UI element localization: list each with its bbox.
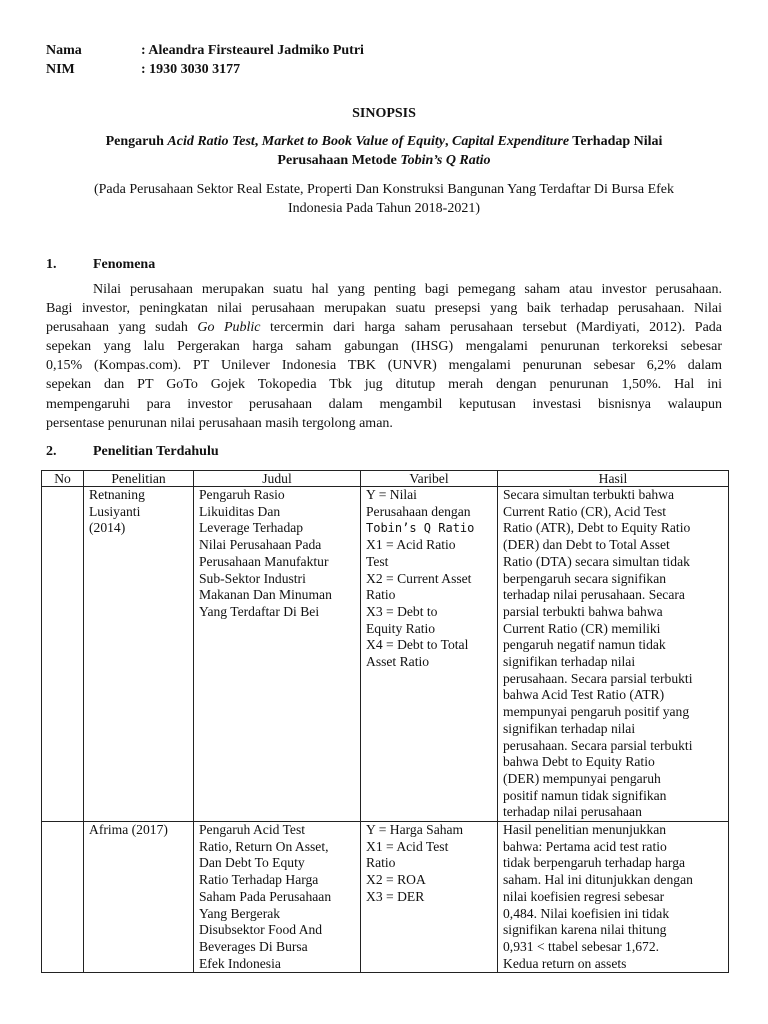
cell-line: Y = Harga Saham [366, 822, 464, 838]
cell-line: X3 = DER [366, 888, 425, 904]
paragraph-line: sepekan dan PT GoTo Gojek Tokopedia Tbk jug ditutup merah dengan penurunan 1,50%. Hal ini [46, 377, 722, 393]
cell-no [42, 822, 84, 973]
header-no: No [42, 471, 84, 487]
subtitle-line-2 [40, 153, 728, 169]
paragraph-line: Nilai perusahaan merupakan suatu hal yang penting bagi pemegang saham atau investor perusahaan. [93, 282, 722, 297]
paragraph-line: persentase penurunan nilai perusahaan masih tergolong aman. [46, 415, 393, 431]
cell-line: X1 = Acid Ratio [366, 537, 456, 553]
cell-line: Retnaning [89, 487, 145, 502]
cell-line: positif namun tidak signifikan [503, 787, 667, 803]
paragraph-line: 0,15% (Kompas.com). PT Unilever Indonesia TBK (UNVR) mengalami penurunan sebesar 6,2% dalam [46, 358, 722, 374]
cell-line: X1 = Acid Test [366, 838, 449, 854]
section-1-number: 1. [46, 257, 57, 272]
cell-line: Asset Ratio [366, 654, 430, 670]
section-2-number: 2. [46, 444, 57, 459]
section-1-title: Fenomena [93, 257, 156, 272]
cell-judul [194, 822, 361, 973]
cell-line: bahwa Acid Test Ratio (ATR) [503, 687, 665, 703]
research-table [41, 470, 729, 973]
cell-line: Pengaruh Rasio [199, 487, 285, 502]
table-header-row [42, 471, 729, 487]
cell-line: (2014) [89, 520, 126, 536]
context-line-2: Indonesia Pada Tahun 2018-2021) [287, 201, 480, 216]
cell-line: Hasil penelitian menunjukkan [503, 822, 667, 838]
cell-line: Perusahaan Manufaktur [199, 553, 329, 569]
cell-line: X2 = ROA [366, 872, 426, 888]
subtitle-italic: Market to Book Value of Equity [261, 134, 445, 149]
subtitle-italic: Tobin’s Q Ratio [400, 153, 491, 168]
subtitle-text: Perusahaan Metode [277, 153, 401, 168]
cell-line: terhadap nilai perusahaan. Secara [503, 587, 685, 603]
name-value: : Aleandra Firsteaurel Jadmiko Putri [141, 43, 364, 58]
cell-no [42, 487, 84, 822]
cell-line: Likuiditas Dan [199, 503, 281, 519]
cell-line: Ratio [366, 855, 396, 871]
paragraph-text: tercermin dari harga saham perusahaan tersebut (Mardiyati, 2012). Pada [260, 320, 723, 336]
cell-line: Sub-Sektor Industri [199, 570, 306, 586]
cell-line: Lusiyanti [89, 503, 141, 519]
cell-line: Perusahaan dengan [366, 503, 471, 519]
cell-variabel [361, 487, 498, 822]
cell-penelitian [84, 487, 194, 822]
nim-label: NIM [46, 62, 75, 77]
table-row [42, 822, 729, 973]
cell-line: Ratio (DTA) secara simultan tidak [503, 553, 690, 569]
cell-line: Ratio, Return On Asset, [199, 838, 329, 854]
cell-hasil [498, 487, 729, 822]
cell-line: saham. Hal ini ditunjukkan dengan [503, 872, 693, 888]
cell-line: Yang Terdaftar Di Bei [199, 603, 320, 619]
cell-line: signifikan karena nilai thitung [503, 922, 667, 938]
header-judul: Judul [194, 471, 361, 487]
header-hasil: Hasil [498, 471, 729, 487]
cell-line: Tobin’s Q Ratio [366, 521, 475, 536]
cell-line: Secara simultan terbukti bahwa [503, 487, 674, 502]
cell-line: Kedua return on assets [503, 955, 627, 971]
paragraph-text: perusahaan yang sudah [46, 320, 198, 336]
cell-penelitian [84, 822, 194, 973]
subtitle-text: Terhadap Nilai [569, 134, 663, 149]
cell-line: (DER) dan Debt to Total Asset [503, 537, 670, 553]
subtitle-text: , [444, 134, 452, 149]
cell-line: tidak berpengaruh terhadap harga [503, 855, 686, 871]
cell-line: Ratio (ATR), Debt to Equity Ratio [503, 520, 691, 536]
cell-line: (DER) mempunyai pengaruh [503, 770, 661, 786]
cell-line: Saham Pada Perusahaan [199, 888, 332, 904]
phenomenon-paragraph [46, 280, 722, 433]
cell-line: Pengaruh Acid Test [199, 822, 306, 838]
cell-line: Ratio Terhadap Harga [199, 872, 319, 888]
table-row [42, 487, 729, 822]
paragraph-line: Bagi investor, peningkatan nilai perusahaan merupakan suatu presepsi yang baik terhadap perusahaan. Nilai [46, 301, 722, 317]
cell-line: signifikan terhadap nilai [503, 654, 636, 670]
cell-line: bahwa: Pertama acid test ratio [503, 838, 667, 854]
table-body [42, 487, 729, 973]
subtitle-text: , [254, 134, 262, 149]
cell-line: Dan Debt To Equty [199, 855, 305, 871]
cell-line: Makanan Dan Minuman [199, 587, 332, 603]
section-2-heading [46, 444, 219, 460]
name-row [46, 43, 364, 59]
cell-line: perusahaan. Secara parsial terbukti [503, 737, 693, 753]
cell-line: Efek Indonesia [199, 955, 281, 971]
paragraph-line: sepekan yang lalu Pergerakan harga saham gabungan (IHSG) mengalami penurunan terkoreksi sebesar [46, 339, 722, 355]
cell-hasil [498, 822, 729, 973]
cell-line: nilai koefisien regresi sebesar [503, 888, 665, 904]
cell-line: Yang Bergerak [199, 905, 281, 921]
nim-value: : 1930 3030 3177 [141, 62, 241, 77]
subtitle-text: Pengaruh [105, 134, 168, 149]
cell-line: Current Ratio (CR) memiliki [503, 620, 661, 636]
cell-variabel [361, 822, 498, 973]
cell-line: Beverages Di Bursa [199, 938, 308, 954]
document-title: SINOPSIS [352, 106, 416, 121]
subtitle-line-1 [40, 134, 728, 150]
cell-line: Test [366, 553, 389, 569]
cell-line: mempunyai pengaruh positif yang [503, 704, 690, 720]
nim-row [46, 62, 240, 78]
cell-line: bahwa Debt to Equity Ratio [503, 754, 655, 770]
cell-line: 0,484. Nilai koefisien ini tidak [503, 905, 670, 921]
header-variabel: Varibel [361, 471, 498, 487]
cell-line: X2 = Current Asset [366, 570, 472, 586]
cell-line: perusahaan. Secara parsial terbukti [503, 670, 693, 686]
section-1-heading [46, 257, 155, 273]
context-line-1: (Pada Perusahaan Sektor Real Estate, Properti Dan Konstruksi Bangunan Yang Terdaftar Di Bursa Efek [93, 182, 674, 197]
cell-line: Ratio [366, 587, 396, 603]
cell-line: Leverage Terhadap [199, 520, 304, 536]
paragraph-italic: Go Public [197, 320, 261, 336]
header-penelitian: Penelitian [84, 471, 194, 487]
cell-line: Disubsektor Food And [199, 922, 323, 938]
cell-line: X4 = Debt to Total [366, 637, 469, 653]
cell-line: Afrima (2017) [89, 822, 168, 838]
cell-judul [194, 487, 361, 822]
cell-line: X3 = Debt to [366, 603, 438, 619]
cell-line: pengaruh negatif namun tidak [503, 637, 666, 653]
cell-line: terhadap nilai perusahaan [503, 804, 642, 820]
section-2-title: Penelitian Terdahulu [93, 444, 219, 459]
subtitle-italic: Capital Expenditure [451, 134, 570, 149]
subtitle-italic: Acid Ratio Test [167, 134, 255, 149]
cell-line: Y = Nilai [366, 487, 417, 502]
cell-line: berpengaruh secara signifikan [503, 570, 667, 586]
cell-line: Nilai Perusahaan Pada [199, 537, 322, 553]
paragraph-line [46, 318, 722, 337]
cell-line: parsial terbukti bahwa bahwa [503, 603, 663, 619]
cell-line: 0,931 < ttabel sebesar 1,672. [503, 938, 660, 954]
cell-line: Equity Ratio [366, 620, 436, 636]
name-label: Nama [46, 43, 82, 58]
paragraph-line: mempengaruhi para investor perusahaan dalam mengambil keputusan investasi bisnisnya walaupun [46, 396, 722, 412]
cell-line: signifikan terhadap nilai [503, 720, 636, 736]
cell-line: Current Ratio (CR), Acid Test [503, 503, 667, 519]
